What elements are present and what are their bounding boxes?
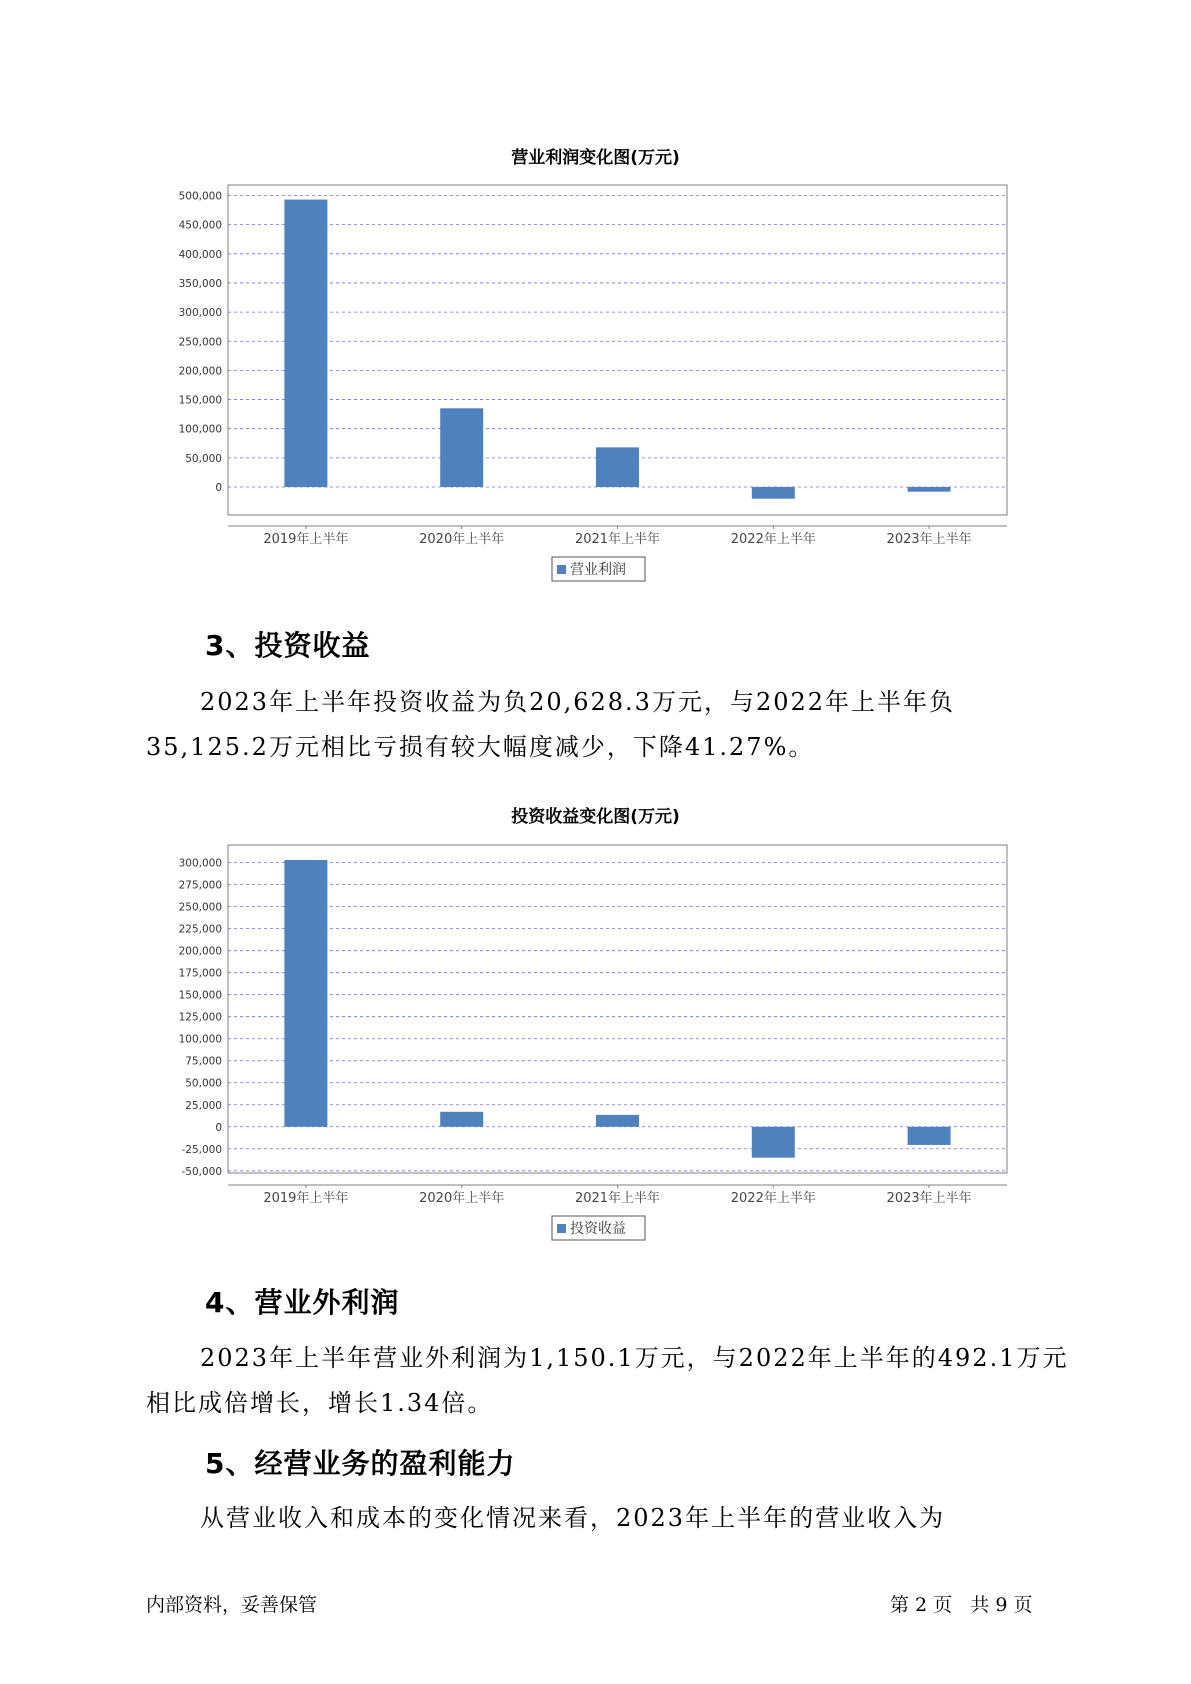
- y-tick-label: 25,000: [185, 1099, 222, 1112]
- y-tick-label: 100,000: [178, 423, 222, 436]
- y-tick-label: 200,000: [178, 365, 222, 378]
- bar: [440, 1112, 483, 1127]
- y-tick-label: 50,000: [185, 452, 222, 465]
- legend-label: 营业利润: [570, 562, 626, 578]
- chart2-title: 投资收益变化图(万元): [511, 807, 680, 827]
- legend-swatch: [557, 565, 566, 574]
- y-tick-label: 300,000: [178, 857, 222, 870]
- y-tick-label: 100,000: [178, 1033, 222, 1046]
- y-tick-label: 0: [215, 1121, 222, 1134]
- bar: [752, 487, 795, 499]
- y-tick-label: 150,000: [178, 394, 222, 407]
- chart1: [0, 180, 1191, 600]
- y-tick-label: 400,000: [178, 248, 222, 261]
- y-tick-label: 0: [215, 482, 222, 495]
- y-tick-label: 250,000: [178, 901, 222, 914]
- x-tick-label: 2022年上半年: [730, 1191, 816, 1206]
- y-tick-label: 225,000: [178, 923, 222, 936]
- footer-left: 内部资料，妥善保管: [146, 1594, 318, 1616]
- x-tick-label: 2020年上半年: [419, 532, 505, 547]
- y-tick-label: 500,000: [178, 190, 222, 203]
- section5-heading: 5、经营业务的盈利能力: [205, 1447, 516, 1480]
- y-tick-label: -50,000: [181, 1165, 222, 1178]
- y-tick-label: 200,000: [178, 945, 222, 958]
- y-tick-label: 450,000: [178, 219, 222, 232]
- x-tick-label: 2022年上半年: [730, 532, 816, 547]
- x-tick-label: 2019年上半年: [263, 1191, 349, 1206]
- x-tick-label: 2023年上半年: [886, 1191, 972, 1206]
- bar: [284, 860, 327, 1127]
- x-tick-label: 2021年上半年: [574, 532, 661, 547]
- y-tick-label: 50,000: [185, 1077, 222, 1090]
- y-tick-label: 300,000: [178, 307, 222, 320]
- y-tick-label: 75,000: [185, 1055, 222, 1068]
- bar: [284, 200, 327, 487]
- y-tick-label: 350,000: [178, 277, 222, 290]
- y-tick-label: 275,000: [178, 879, 222, 892]
- bar: [752, 1127, 795, 1158]
- x-tick-label: 2021年上半年: [574, 1191, 661, 1206]
- bar: [440, 408, 483, 487]
- x-tick-label: 2023年上半年: [886, 532, 972, 547]
- section4-paragraph: 2023年上半年营业外利润为1,150.1万元，与2022年上半年的492.1万元相比成倍增长，增长1.34倍。: [146, 1344, 1069, 1417]
- section5-paragraph: 从营业收入和成本的变化情况来看，2023年上半年的营业收入为: [200, 1504, 946, 1532]
- section3-paragraph: 2023年上半年投资收益为负20,628.3万元，与2022年上半年负35,125.2万元相比亏损有较大幅度减少，下降41.27%。: [146, 688, 956, 761]
- bar: [908, 487, 951, 492]
- y-tick-label: 125,000: [178, 1011, 222, 1024]
- bar: [908, 1127, 951, 1145]
- chart1-title: 营业利润变化图(万元): [511, 148, 680, 168]
- y-tick-label: -25,000: [181, 1143, 222, 1156]
- x-tick-label: 2019年上半年: [263, 532, 349, 547]
- chart2: [0, 840, 1191, 1260]
- section3-heading: 3、投资收益: [205, 629, 371, 662]
- x-tick-label: 2020年上半年: [419, 1191, 505, 1206]
- legend-label: 投资收益: [570, 1221, 626, 1237]
- bar: [596, 1115, 639, 1127]
- y-tick-label: 150,000: [178, 989, 222, 1002]
- footer-page-number: 第 2 页 共 9 页: [890, 1594, 1033, 1616]
- y-tick-label: 250,000: [178, 336, 222, 349]
- legend-swatch: [557, 1224, 566, 1233]
- section4-heading: 4、营业外利润: [205, 1286, 400, 1319]
- bar: [596, 447, 639, 487]
- y-tick-label: 175,000: [178, 967, 222, 980]
